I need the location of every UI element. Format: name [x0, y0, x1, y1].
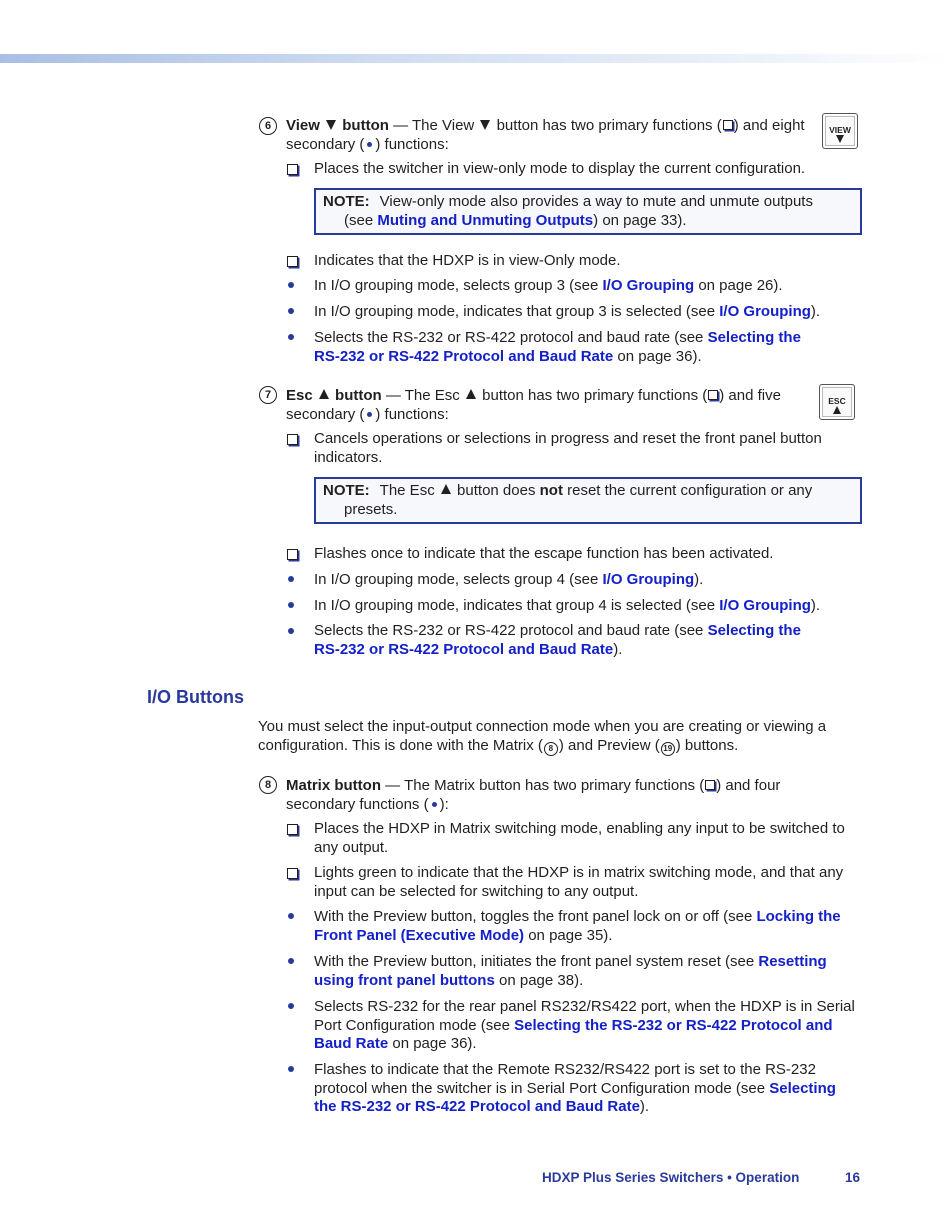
matrix-button-heading: Matrix button — The Matrix button has two primary functions ( ) and four secondary functions ( ): [286, 777, 781, 813]
esc-button-icon: ESC [819, 384, 855, 420]
note-box: NOTE: View-only mode also provides a way to mute and unmute outputs (see Muting and Unmuting Outputs) on page 33). [314, 188, 862, 235]
primary-function-icon [287, 868, 298, 879]
list-item: In I/O grouping mode, indicates that group 4 is selected (see I/O Grouping). [314, 597, 821, 614]
link-resetting[interactable]: using front panel buttons [314, 971, 495, 989]
link-locking-front-panel[interactable]: Front Panel (Executive Mode) [314, 926, 525, 944]
up-triangle-icon [466, 389, 476, 399]
list-item: Selects the RS-232 or RS-422 protocol and baud rate (see Selecting the RS-232 or RS-422 Protocol and Baud Rate on page 36). [314, 329, 801, 365]
link-selecting-protocol[interactable]: RS-232 or RS-422 Protocol and Baud Rate [314, 347, 614, 365]
list-item: Selects RS-232 for the rear panel RS232/RS422 port, when the HDXP is in Serial Port Configuration mode (see Selecting the RS-232 or RS-422 Protocol and Baud Rate on page 36). [314, 998, 855, 1052]
bullet-icon [288, 576, 294, 582]
down-triangle-icon [480, 120, 490, 130]
esc-button-heading: Esc button — The Esc button has two primary functions ( ) and five secondary ( ) functions: [286, 387, 781, 423]
list-item: With the Preview button, toggles the front panel lock on or off (see Locking the Front Panel (Executive Mode) on page 35). [314, 908, 841, 944]
link-muting-unmuting[interactable]: Muting and Unmuting Outputs [377, 211, 594, 229]
primary-function-icon [705, 780, 715, 790]
bullet-icon [288, 334, 294, 340]
link-selecting-protocol[interactable]: the RS-232 or RS-422 Protocol and Baud Rate [314, 1098, 640, 1115]
up-triangle-icon [319, 389, 329, 399]
callout-number-6: 6 [259, 117, 277, 135]
primary-function-icon [287, 824, 298, 835]
bullet-icon [288, 628, 294, 634]
list-item: Flashes to indicate that the Remote RS232/RS422 port is set to the RS-232 protocol when the switcher is in Serial Port Configuration mode (see Selecting the RS-232 or RS-422 Protocol and Baud Rate). [314, 1061, 836, 1115]
bullet-icon [288, 308, 294, 314]
link-selecting-protocol[interactable]: Selecting the RS-232 or RS-422 Protocol and [514, 1016, 833, 1034]
list-item: In I/O grouping mode, selects group 4 (see I/O Grouping). [314, 571, 704, 588]
section-intro: You must select the input-output connection mode when you are creating or viewing a configuration. This is done with the Matrix ( 8 ) and Preview ( 19 ) buttons. [258, 718, 827, 754]
down-triangle-icon [326, 120, 336, 130]
bullet-icon [288, 602, 294, 608]
callout-number-7: 7 [259, 386, 277, 404]
list-item: Cancels operations or selections in progress and reset the front panel button indicators. [314, 430, 822, 466]
callout-number-8: 8 [544, 742, 558, 756]
link-io-grouping[interactable]: I/O Grouping [719, 597, 811, 614]
list-item: Places the switcher in view-only mode to display the current configuration. [314, 160, 806, 177]
primary-function-icon [708, 390, 718, 400]
footer-title: HDXP Plus Series Switchers • Operation [542, 1170, 800, 1185]
view-button-heading: View button — The View button has two primary functions ( ) and eight secondary ( ) functions: [286, 117, 805, 153]
page-number: 16 [845, 1170, 861, 1185]
bullet-icon [288, 282, 294, 288]
bullet-icon [288, 913, 294, 919]
list-item: Lights green to indicate that the HDXP is in matrix switching mode, and that any input can be selected for switching to any output. [314, 864, 844, 900]
link-selecting-protocol[interactable]: Selecting the [707, 329, 801, 346]
secondary-function-icon [367, 412, 372, 417]
list-item: In I/O grouping mode, indicates that group 3 is selected (see I/O Grouping). [314, 303, 821, 320]
primary-function-icon [287, 256, 298, 267]
link-resetting[interactable]: Resetting [758, 953, 827, 970]
primary-function-icon [287, 434, 298, 445]
header-gradient-bar [0, 54, 950, 63]
secondary-function-icon [432, 802, 437, 807]
list-item: Flashes once to indicate that the escape function has been activated. [314, 545, 774, 562]
list-item: Selects the RS-232 or RS-422 protocol and baud rate (see Selecting the RS-232 or RS-422 Protocol and Baud Rate). [314, 622, 801, 658]
link-selecting-protocol[interactable]: Baud Rate [314, 1035, 389, 1052]
link-selecting-protocol[interactable]: RS-232 or RS-422 Protocol and Baud Rate [314, 640, 614, 658]
link-io-grouping[interactable]: I/O Grouping [602, 571, 695, 588]
list-item: Indicates that the HDXP is in view-Only mode. [314, 252, 621, 269]
callout-number-8: 8 [259, 776, 277, 794]
list-item: Places the HDXP in Matrix switching mode, enabling any input to be switched to any output. [314, 820, 845, 856]
note-box: NOTE: The Esc button does not reset the current configuration or any presets. [314, 477, 862, 524]
link-selecting-protocol[interactable]: Selecting [769, 1079, 836, 1097]
bullet-icon [288, 1003, 294, 1009]
primary-function-icon [287, 164, 298, 175]
link-selecting-protocol[interactable]: Selecting the [707, 622, 801, 639]
link-io-grouping[interactable]: I/O Grouping [719, 303, 811, 320]
link-io-grouping[interactable]: I/O Grouping [602, 277, 695, 294]
bullet-icon [288, 1066, 294, 1072]
view-button-icon: VIEW [822, 113, 858, 149]
link-locking-front-panel[interactable]: Locking the [756, 908, 841, 925]
secondary-function-icon [367, 142, 372, 147]
callout-number-19: 19 [661, 742, 675, 756]
bullet-icon [288, 958, 294, 964]
primary-function-icon [723, 120, 733, 130]
list-item: With the Preview button, initiates the front panel system reset (see Resetting using front panel buttons on page 38). [314, 953, 827, 989]
primary-function-icon [287, 549, 298, 560]
section-heading: I/O Buttons [147, 687, 244, 707]
up-triangle-icon [441, 484, 451, 494]
list-item: In I/O grouping mode, selects group 3 (see I/O Grouping on page 26). [314, 277, 783, 294]
